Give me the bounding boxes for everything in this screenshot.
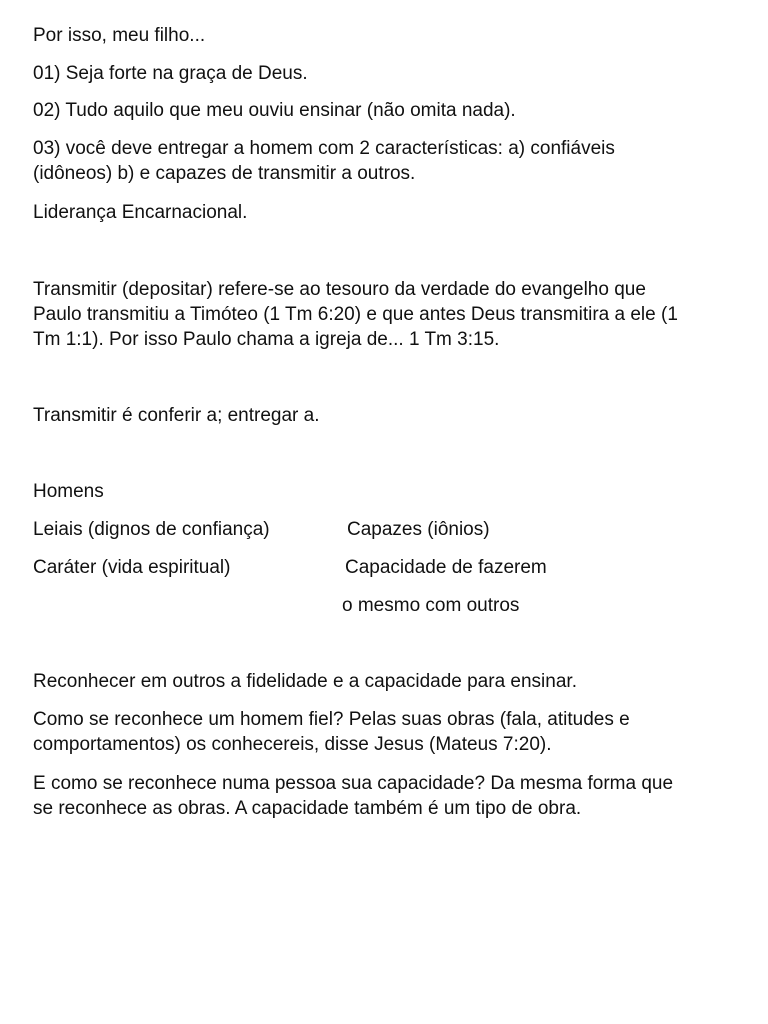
loyal-label: Leiais (dignos de confiança)	[33, 519, 270, 540]
capacity-label-line-2: o mesmo com outros	[342, 595, 520, 616]
transmit-paragraph-line-3: Tm 1:1). Por isso Paulo chama a igreja de... 1 Tm 3:15.	[33, 329, 500, 350]
transmit-definition: Transmitir é conferir a; entregar a.	[33, 405, 320, 426]
capacity-question-line-2: se reconhece as obras. A capacidade também é um tipo de obra.	[33, 798, 582, 819]
men-heading: Homens	[33, 481, 104, 502]
faithful-question-line-2: comportamentos) os conhecereis, disse Jesus (Mateus 7:20).	[33, 734, 552, 755]
leadership-heading: Liderança Encarnacional.	[33, 202, 248, 223]
point-1: 01) Seja forte na graça de Deus.	[33, 63, 308, 84]
capable-label: Capazes (iônios)	[347, 519, 490, 540]
capacity-label-line-1: Capacidade de fazerem	[345, 557, 547, 578]
capacity-question-line-1: E como se reconhece numa pessoa sua capacidade? Da mesma forma que	[33, 773, 674, 794]
transmit-paragraph-line-2: Paulo transmitiu a Timóteo (1 Tm 6:20) e que antes Deus transmitira a ele (1	[33, 304, 678, 325]
recognize-line: Reconhecer em outros a fidelidade e a capacidade para ensinar.	[33, 671, 577, 692]
point-3-line-1: 03) você deve entregar a homem com 2 características: a) confiáveis	[33, 138, 615, 159]
intro-line: Por isso, meu filho...	[33, 25, 206, 46]
faithful-question-line-1: Como se reconhece um homem fiel? Pelas suas obras (fala, atitudes e	[33, 709, 630, 730]
point-2: 02) Tudo aquilo que meu ouviu ensinar (não omita nada).	[33, 100, 516, 121]
point-3-line-2: (idôneos) b) e capazes de transmitir a outros.	[33, 163, 416, 184]
transmit-paragraph-line-1: Transmitir (depositar) refere-se ao tesouro da verdade do evangelho que	[33, 279, 646, 300]
character-label: Caráter (vida espiritual)	[33, 557, 231, 578]
